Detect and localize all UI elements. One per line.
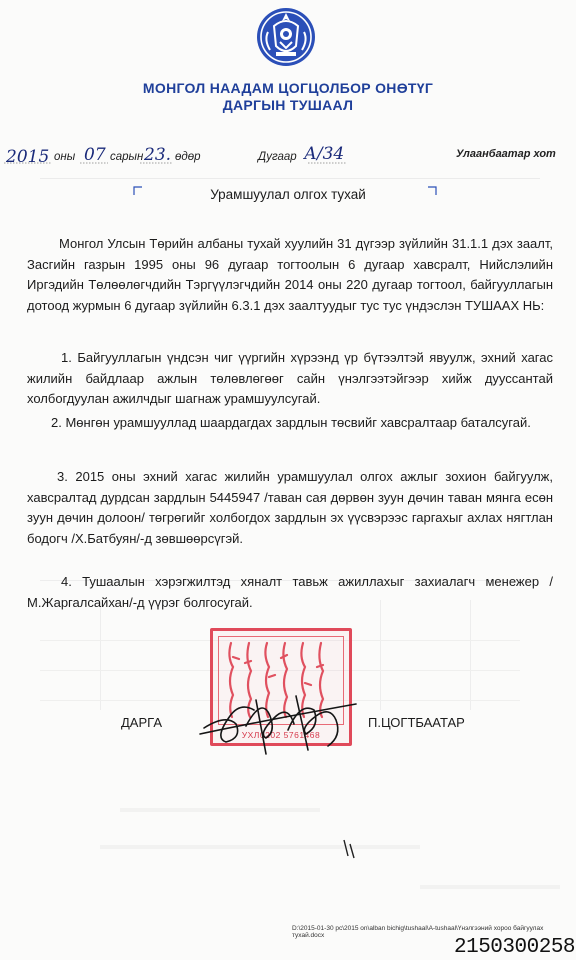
order-item-3: 3. 2015 оны эхний хагас жилийн урамшуулал олгох ажлыг зохион байгуулж, хавсралтад дурдсан зардлын 5445947 /таван сая дөрвөн зуун дөчин таван мянга есөн зуун дөчин долоон/ төгрөгийг холбогдох зардлын эх үүсвэрээс гаргахыг ахлах нягтлан бодогч /Х.Батбуян/-д зөвшөөрсүгэй. [27,469,553,546]
date-month-label: сарын [110,151,144,163]
order-item-2: 2. Мөнгөн урамшууллад шаардагдах зардлын төсвийг хавсралтаар баталсугай. [51,415,531,430]
date-month: 07 [84,145,106,165]
signatory-title: ДАРГА [121,715,162,730]
order-number: А/34 [304,144,345,164]
signatory-name: П.ЦОГТБААТАР [368,715,465,730]
document-barcode-number: 2150300258 [454,936,576,959]
order-item-1: 1. Байгууллагын үндсэн чиг үүргийн хүрээнд үр бүтээлтэй явуулж, эхний хагас жилийн байдлаар ажлын төлөвлөгөөг сайн үнэлгээтэйгээр хийж дуусcантай холбогдуулан ажилчдыг шагнаж урамшуулсугай. [27,350,553,406]
date-day-label: өдөр [175,151,201,163]
organization-name: МОНГОЛ НААДАМ ЦОГЦОЛБОР ОНӨТҮГ [142,80,434,96]
order-item-4: 4. Тушаалын хэрэгжилтэд хяналт тавьж ажиллахыг захиалагч менежер /М.Жаргалсайхан/-д үүрэг болгосугай. [27,574,553,610]
date-year: 2015 [6,147,50,167]
city-name: Улаанбаатар хот [456,148,556,160]
file-path-footer: D:\2015-01-30 pc\2015 on\alban bichig\tushaal\A-tushaal\Үнэлгээний хороо байгуулах тухай.docx [292,925,544,939]
order-number-label: Дугаар [258,151,297,163]
order-subject: Урамшуулал олгох тухай [210,187,366,202]
date-year-label: оны [54,151,76,163]
organization-emblem-icon [254,6,318,68]
preamble-paragraph: Монгол Улсын Төрийн албаны тухай хуулийн 31 дүгээр зүйлийн 31.1.1 дэх заалт, Засгийн газрын 1995 оны 96 дугаар тогтоолын 6 дугаар хавсралт, Нийслэлийн Иргэдийн Төлөөлөгчдийн Тэргүүлэгчдийн 2014 оны 220 дугаар тогтоол, байгууллагын дотоод журмын 6 дугаар зүйлийн 6.3.1 дэх заалтуудыг тус тус үндэслэн ТУШААХ НЬ: [27,236,553,313]
ink-mark [340,838,360,860]
seal-registration-code: УХЛ0202 5761468 [241,730,321,740]
handwritten-signature-icon [196,676,366,760]
document-type-title: ДАРГЫН ТУШААЛ [222,97,354,113]
date-day: 23. [144,145,172,165]
